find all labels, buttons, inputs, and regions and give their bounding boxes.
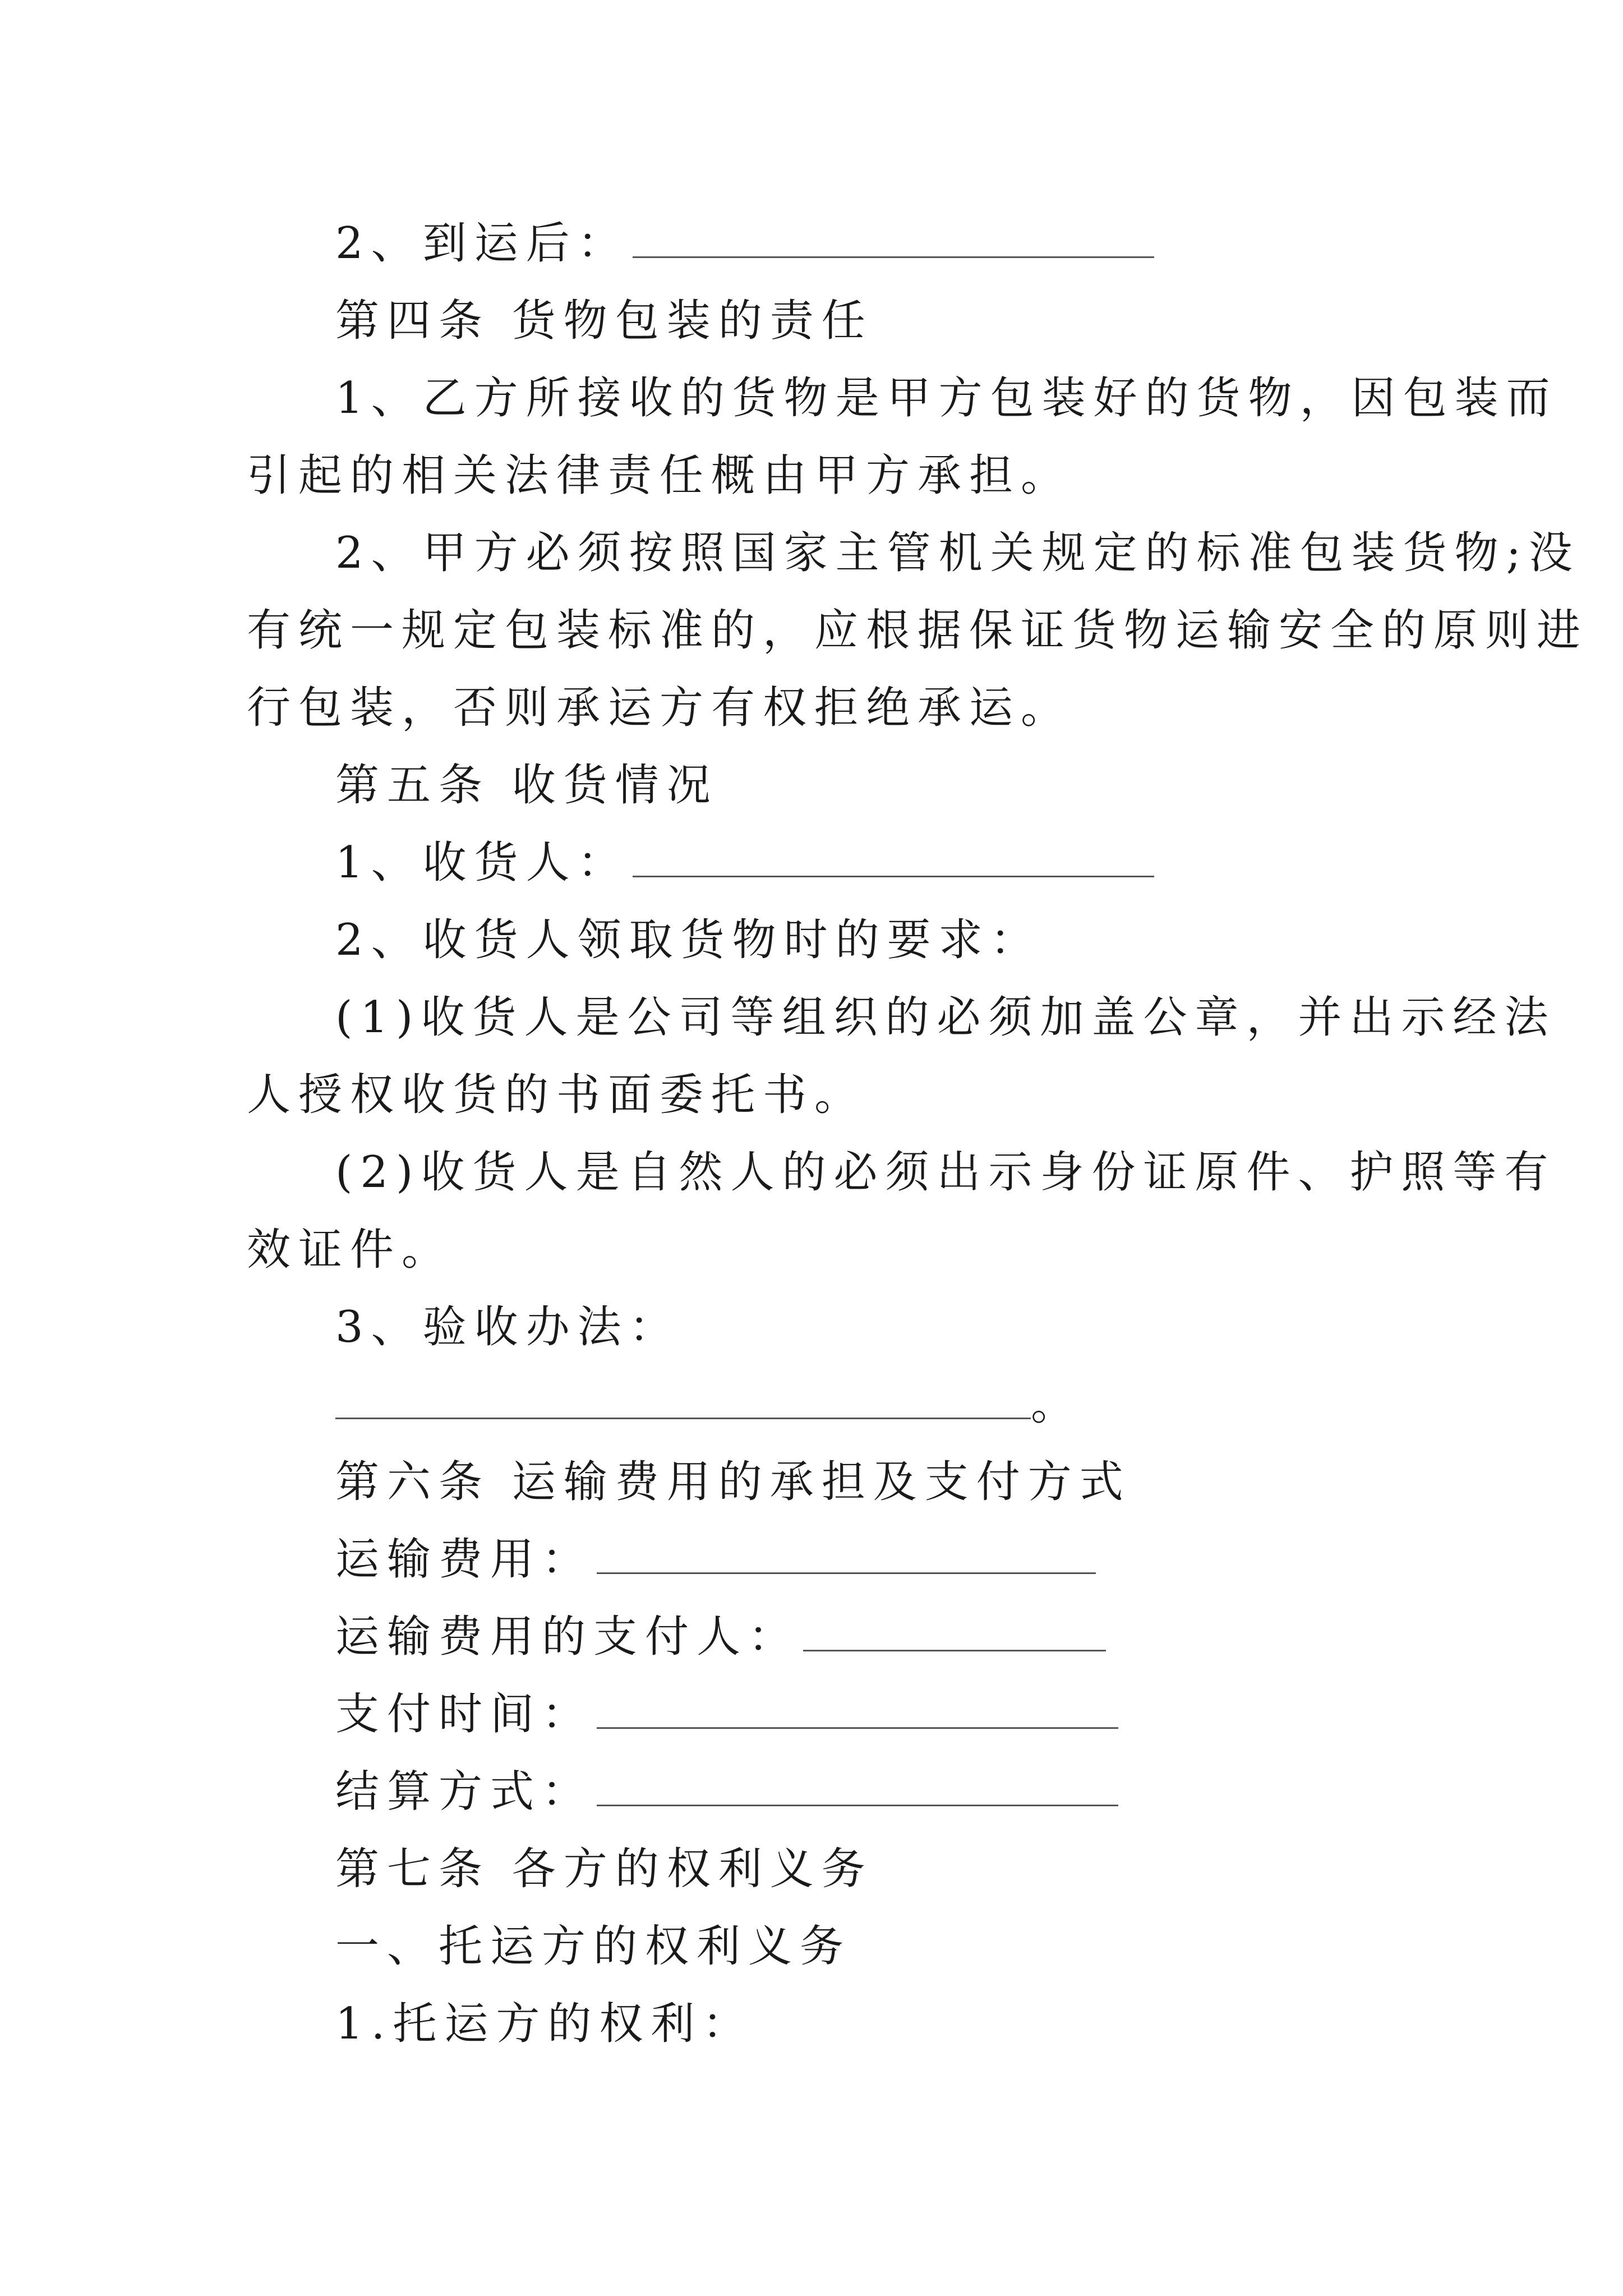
doc-line-arrival: 2、到运后： xyxy=(335,215,1154,272)
doc-line: 有统一规定包装标准的，应根据保证货物运输安全的原则进 xyxy=(247,605,1589,656)
article-7-heading: 第七条 各方的权利义务 xyxy=(335,1844,873,1894)
blank-consignee[interactable] xyxy=(633,842,1154,877)
doc-line: 2、收货人领取货物时的要求： xyxy=(335,915,1042,965)
doc-line: 效证件。 xyxy=(247,1225,454,1275)
doc-line: (1)收货人是公司等组织的必须加盖公章，并出示经法 xyxy=(335,992,1556,1043)
blank-settlement[interactable] xyxy=(597,1771,1118,1806)
doc-line: 引起的相关法律责任概由甲方承担。 xyxy=(247,450,1073,501)
doc-line-inspection-blank: 。 xyxy=(335,1377,1082,1433)
doc-line: 1、乙方所接收的货物是甲方包装好的货物，因包装而 xyxy=(335,373,1558,424)
article-4-heading: 第四条 货物包装的责任 xyxy=(335,296,873,346)
doc-line: 1.托运方的权利： xyxy=(335,1999,754,2049)
doc-line: 2、甲方必须按照国家主管机关规定的标准包装货物;没 xyxy=(335,528,1580,578)
doc-line-fee: 运输费用： xyxy=(335,1531,1096,1588)
blank-fee[interactable] xyxy=(597,1539,1096,1574)
doc-line: (2)收货人是自然人的必须出示身份证原件、护照等有 xyxy=(335,1147,1556,1198)
blank-inspection[interactable] xyxy=(335,1384,1031,1419)
article-5-heading: 第五条 收货情况 xyxy=(335,760,718,811)
blank-pay-time[interactable] xyxy=(597,1694,1118,1729)
doc-line: 一、托运方的权利义务 xyxy=(335,1921,852,1972)
doc-line-consignee: 1、收货人： xyxy=(335,835,1154,891)
doc-line: 3、验收办法： xyxy=(335,1302,681,1352)
blank-payer[interactable] xyxy=(803,1616,1106,1651)
doc-line-pay-time: 支付时间： xyxy=(335,1686,1118,1742)
blank-arrival[interactable] xyxy=(633,223,1154,258)
doc-line-settlement: 结算方式： xyxy=(335,1764,1118,1820)
doc-line-payer: 运输费用的支付人： xyxy=(335,1609,1106,1665)
doc-line: 人授权收货的书面委托书。 xyxy=(247,1070,866,1120)
doc-line: 行包装，否则承运方有权拒绝承运。 xyxy=(247,683,1073,733)
article-6-heading: 第六条 运输费用的承担及支付方式 xyxy=(335,1457,1131,1507)
